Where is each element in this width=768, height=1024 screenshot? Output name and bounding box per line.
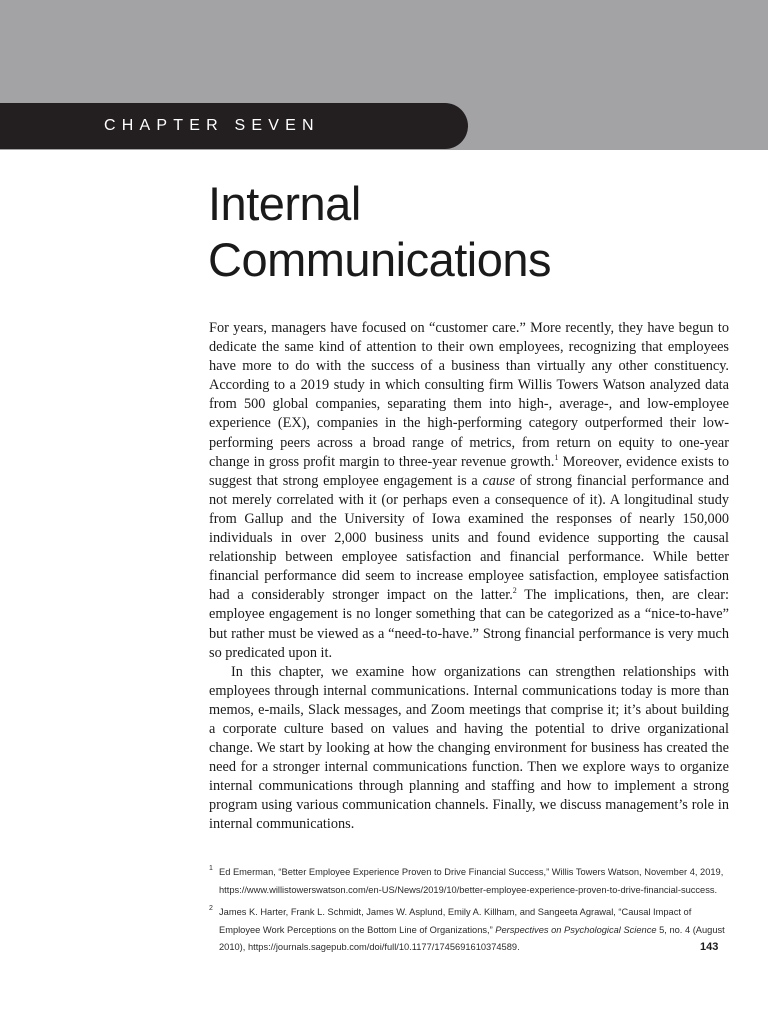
paragraph-1-part-a: For years, managers have focused on “customer care.” More recently, they have begun to dedicate the same kind of attention to their own employees, recognizing that employees have more to do with the success of a business than virtually any other constituency. According to a 2019 study in which consulting firm Willis Towers Watson analyzed data from 500 global companies, separating them into high-, average-, and low-employee experience (EX), companies in the high-performing category outperformed their low-performing peers across a broad range of metrics, from return on equity to one-year change in gross profit margin to three-year revenue growth. (209, 320, 729, 470)
footnote-ref-1: 1 (554, 452, 559, 462)
chapter-title-line-1: Internal (208, 177, 361, 230)
footnote-2-text-b: 5, no. 4 (August 2010), https://journals.sagepub.com/doi/full/10.1177/1745691610374589. (219, 924, 725, 952)
footnotes (209, 864, 729, 962)
emphasis-cause: cause (482, 472, 515, 489)
paragraph-1 (209, 319, 729, 663)
paragraph-1-part-b: Moreover, evidence exists to suggest that strong employee engagement is a (209, 453, 729, 489)
page-number: 143 (700, 941, 719, 953)
footnote-2-number: 2 (209, 905, 213, 912)
footnote-1 (209, 864, 729, 899)
paragraph-2: In this chapter, we examine how organizations can strengthen relationships with employees through internal communications. Internal communications today is more than memos, e-mails, Slack messages, and Zoom meetings that comprise it; it’s about building a corporate culture based on values and having the potential to drive organizational change. We start by looking at how the changing environment for business has created the need for a stronger internal communications function. Then we explore ways to organize internal communications through planning and staffing and how to implement a strong program using various communication channels. Finally, we discuss management’s role in internal communications. (209, 663, 729, 833)
chapter-title (208, 176, 551, 288)
footnote-2 (209, 904, 729, 957)
footnote-ref-2: 2 (512, 586, 517, 596)
body-text (209, 319, 729, 835)
paragraph-1-part-c: of strong financial performance and not merely correlated with it (or perhaps even a consequence of it). A longitudinal study from Gallup and the University of Iowa examined the responses of nearly 150,000 individuals in over 2,000 business units and found evidence supporting the causal relationship between employee satisfaction and financial performance. While better financial performance did seem to increase employee satisfaction, employee satisfaction had a considerably stronger impact on the latter. (209, 472, 729, 604)
chapter-title-line-2: Communications (208, 233, 552, 286)
chapter-label: CHAPTER SEVEN (104, 117, 320, 134)
footnote-2-journal: Perspectives on Psychological Science (495, 924, 657, 935)
footnote-2-text-a: James K. Harter, Frank L. Schmidt, James W. Asplund, Emily A. Killham, and Sangeeta Agrawal, “Causal Impact of Employee Work Perceptions on the Bottom Line of Organizations,” (219, 907, 692, 935)
footnote-1-number: 1 (209, 865, 213, 872)
paragraph-1-part-d: The implications, then, are clear: employee engagement is no longer something that can be categorized as a “nice-to-have” but rather must be viewed as a “need-to-have.” Strong financial performance is very much so predicated upon it. (209, 587, 729, 661)
footnote-1-text: Ed Emerman, “Better Employee Experience Proven to Drive Financial Success,” Willis Towers Watson, November 4, 2019, https://www.willistowerswatson.com/en-US/News/2019/10/better-employee-experience-proven-to-drive-financial-success. (219, 867, 724, 895)
